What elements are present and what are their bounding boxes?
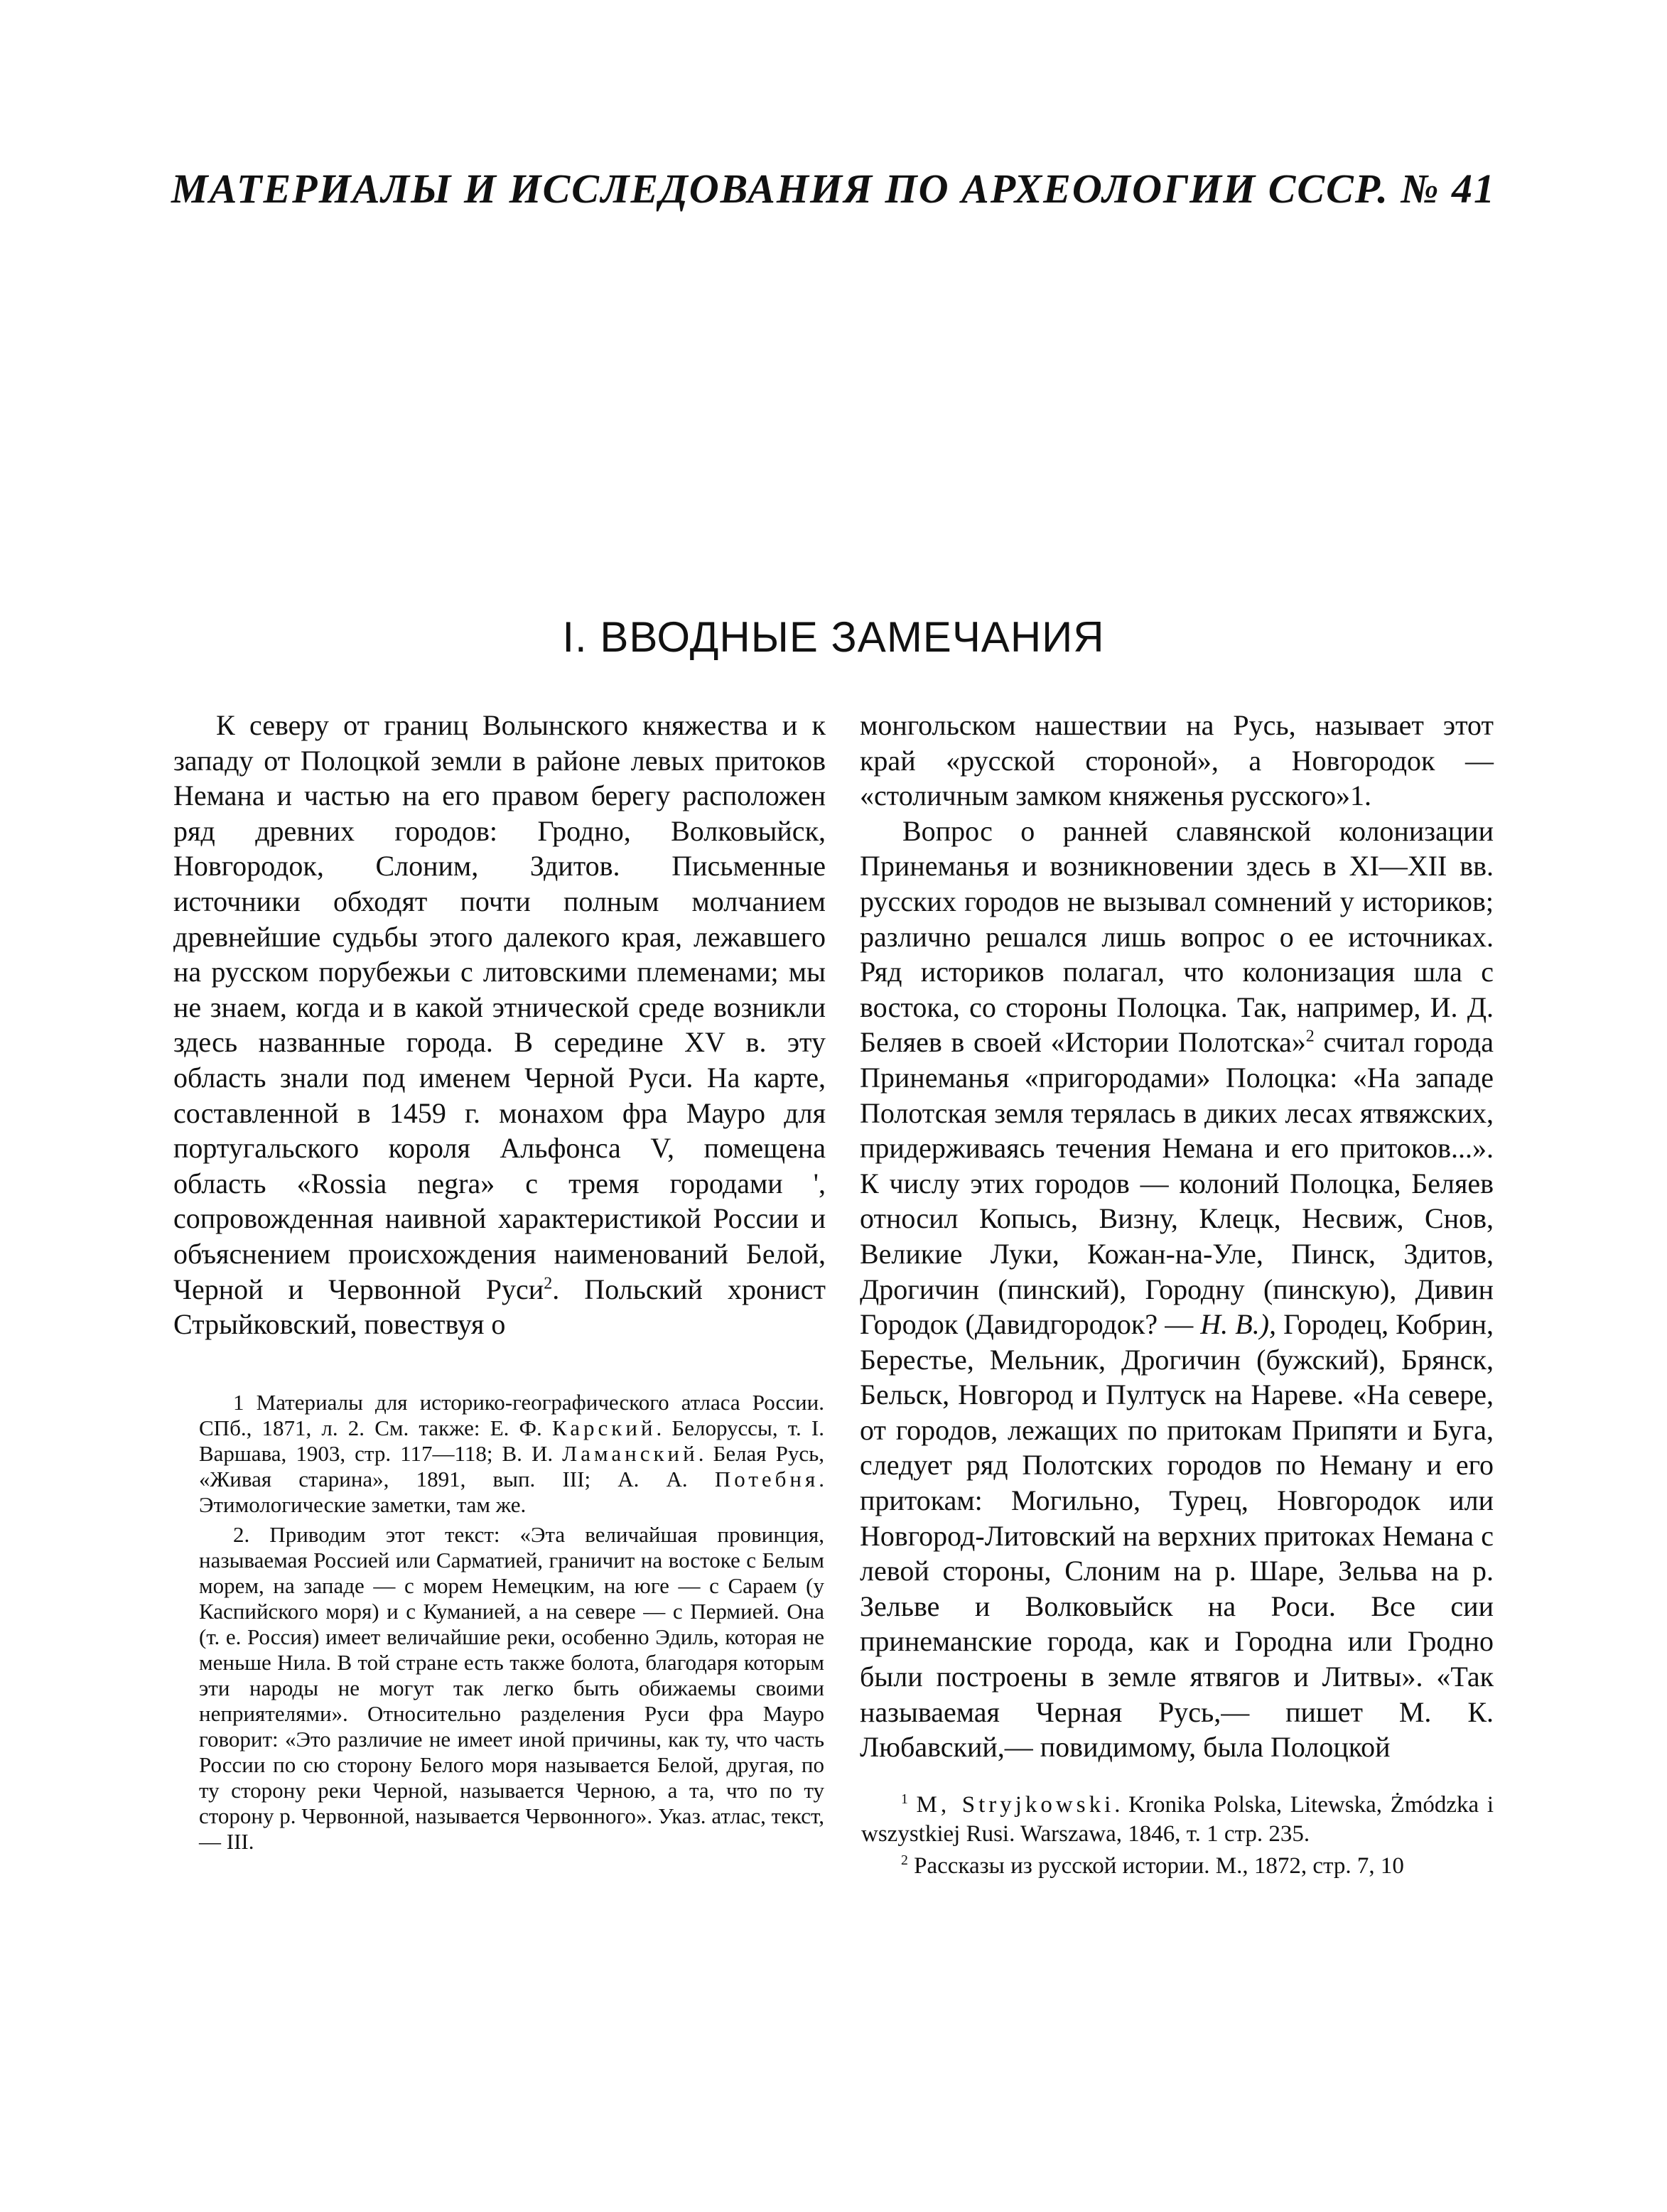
left-paragraph <box>173 708 826 1342</box>
footnote-number: 1 <box>901 1791 908 1807</box>
footnote-text: Рассказы из русской истории. М., 1872, стр. 7, 10 <box>914 1853 1404 1879</box>
editor-initials: Н. В.), <box>1200 1308 1277 1341</box>
author-name: M, Stryjkowski <box>916 1792 1115 1818</box>
author-name: Карский <box>551 1415 657 1440</box>
section-title: I. ВВОДНЫЕ ЗАМЕЧАНИЯ <box>562 613 1105 661</box>
author-name: Ламанский <box>562 1441 698 1466</box>
right-paragraph-text-b: считал города Принеманья «пригородами» Полоцка: «На западе Полотская земля терялась в диких лесах ятвяжских, придерживаясь течения Немана и его притоков...». К числу этих городов — колоний Полоцка, Беляев относил Копысь, Визну, Клецк, Несвиж, Снов, Великие Луки, Кожан-на-Уле, Пинск, Здитов, Дрогичин (пинский), Городну (пинскую), Дивин Городок (Давидгородок? — <box>860 1026 1494 1341</box>
right-paragraph-continued: монгольском нашествии на Русь, называет этот край «русской стороной», а Новгородок — «столичным замком княженья русского»1. <box>860 709 1494 812</box>
right-paragraph-text-a: Вопрос о ранней славянской колонизации Принеманья и возникновении здесь в XI—XII вв. русских городов не вызывал сомнений у историков; различно решался лишь вопрос о ее источниках. Ряд историков полагал, что колонизация шла с востока, со стороны Полоцка. Так, например, И. Д. Беляев в своей «Истории Полотска» <box>860 814 1494 1059</box>
left-paragraph-text: К северу от границ Волынского княжества и к западу от Полоцкой земли в районе левых притоков Немана и частью на его правом берегу расположен ряд древних городов: Гродно, Волковыйск, Новгородок, Слоним, Здитов. Письменные источники обходят почти полным молчанием древнейшие судьбы этого далекого края, лежавшего на русском порубежьи с литовскими племенами; мы не знаем, когда и в какой этнической среде возникли здесь названные города. В середине XV в. эту область знали под именем Черной Руси. На карте, составленной в 1459 г. монахом фра Мауро для португальского короля Альфонса V, помещена область «Rossia negra» с тремя городами ', сопровожденная наивной характеристикой России и объяснением происхождения наименований Белой, Черной и Червонной Руси <box>173 709 826 1305</box>
footnote-number: 2 <box>901 1852 908 1868</box>
footnotes-right <box>861 1791 1494 1884</box>
footnote-text: 1 Материалы для историко-географического атласа России. СПб., 1871, л. 2. См. также: Е. Ф. <box>199 1390 824 1440</box>
footnote-text: . Kronika Polska, Litewska, Żmódzka i wszystkiej Rusi. Warszawa, 1846, т. 1 стр. 235. <box>861 1792 1494 1847</box>
right-column <box>860 708 1494 1765</box>
footnote-2 <box>861 1852 1494 1881</box>
left-column <box>173 708 826 1342</box>
footnote-text: . Этимологические заметки, там же. <box>199 1467 824 1517</box>
right-paragraph <box>860 814 1494 1765</box>
series-title: МАТЕРИАЛЫ И ИССЛЕДОВАНИЯ ПО АРХЕОЛОГИИ СССР. № 41 <box>171 166 1496 212</box>
footnote-2: 2. Приводим этот текст: «Эта величайшая провинция, называемая Россией или Сарматией, граничит на востоке с Белым морем, на западе — с морем Немецким, на юге — с Сараем (у Каспийского моря) и с Куманией, а на севере — с Пермией. Она (т. е. Россия) имеет величайшие реки, особенно Эдиль, которая не меньше Нила. В той стране есть также болота, благодаря которым эти народы не могут так легко быть обижаемы своими неприятелями». Относительно разделения Руси фра Мауро говорит: «Это различие не имеет иной причины, как ту, что часть России по сю сторону Белого моря называется Белой, другая, по ту сторону реки Черной, называется Черною, а та, что по ту сторону р. Червонной, называется Червонного». Указ. атлас, текст, — III. <box>199 1522 824 1854</box>
footnote-1 <box>861 1791 1494 1849</box>
footnote-1 <box>199 1390 824 1518</box>
footnotes-left <box>199 1390 824 1859</box>
author-name: Потебня <box>714 1467 819 1491</box>
footnote-ref[interactable]: 2 <box>1305 1027 1315 1047</box>
left-paragraph-tail: . Польский хронист Стрыйковский, повествуя о <box>173 1273 826 1341</box>
right-paragraph-text-c: Городец, Кобрин, Берестье, Мельник, Дрогичин (бужский), Брянск, Бельск, Новгород и Пултуск на Нареве. «На севере, от городов, лежащих по притокам Припяти и Буга, следует ряд Полотских городов по Неману и его притокам: Могильно, Турец, Новгородок или Новгород-Литовский на верхних притоках Немана с левой стороны, Слоним на р. Шаре, Зельва на р. Зельве и Волковыйск на Роси. Все сии принеманские города, как и Городна или Гродно были построены в земле ятвягов и Литвы». «Так называемая Черная Русь,— пишет М. К. Любавский,— повидимому, была Полоцкой <box>860 1308 1494 1764</box>
footnote-text: . Белоруссы, т. I. Варшава, 1903, стр. 117—118; В. И. <box>199 1415 824 1466</box>
footnote-text: . Белая Русь, «Живая старина», 1891, вып. III; А. А. <box>199 1441 825 1491</box>
footnote-ref[interactable]: 2 <box>544 1274 553 1293</box>
